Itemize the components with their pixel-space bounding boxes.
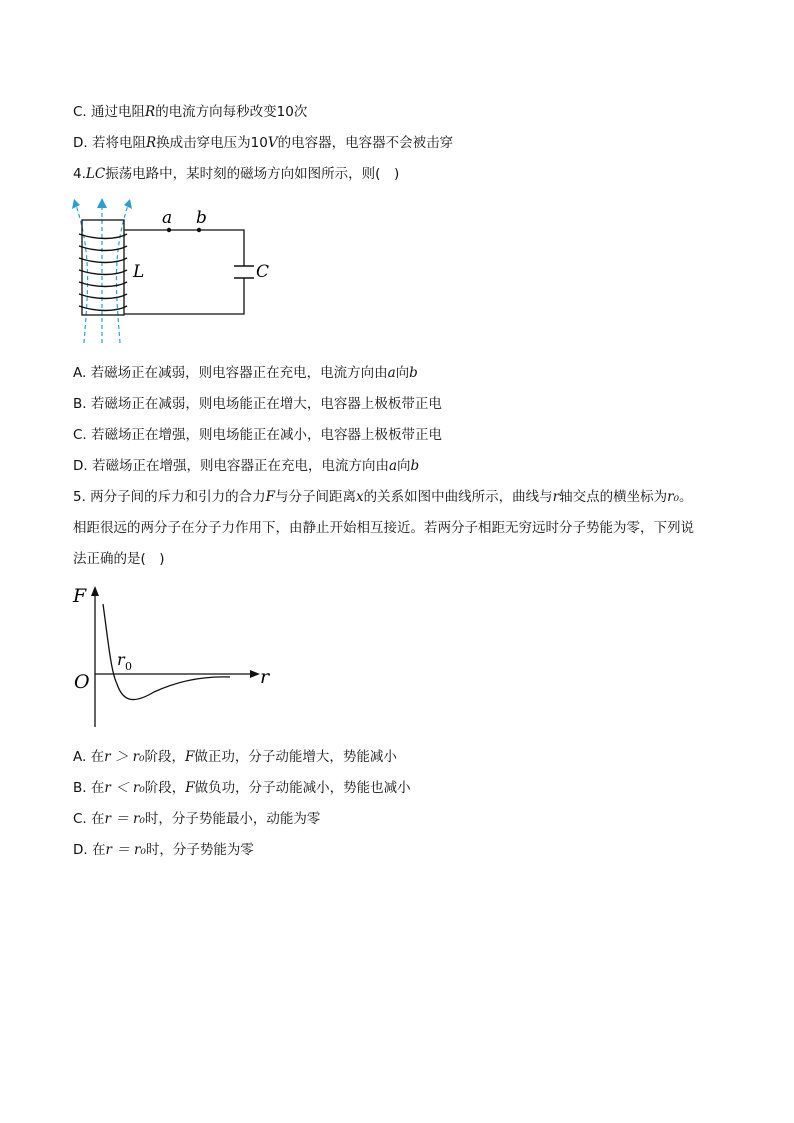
var-a: a (388, 458, 398, 474)
var-F: F (265, 489, 276, 505)
q4-option-d (73, 456, 419, 476)
q4-option-a-mid: 向 (395, 365, 410, 381)
q5-option-d-text-2: 时，分子势能为零 (145, 842, 254, 858)
axis-label-F: F (73, 585, 87, 607)
q5-option-c-condition: r ＝ r₀ (104, 811, 145, 827)
q3-option-d (73, 133, 453, 153)
origin-label-O: O (74, 671, 90, 693)
label-L: L (133, 262, 145, 282)
q5-text-1: 5. 两分子间的斥力和引力的合力 (73, 489, 266, 505)
y-axis-arrow-icon (91, 586, 99, 596)
q5-option-a-text: A. 在 (73, 749, 105, 765)
q4-option-d-mid: 向 (397, 458, 411, 474)
q3-option-d-text: D. 若将电阻 (73, 135, 146, 151)
label-b: b (196, 208, 207, 228)
point-a (167, 228, 171, 232)
label-a: a (162, 208, 173, 228)
q5-option-b-text: B. 在 (73, 780, 105, 796)
var-R: R (145, 104, 156, 120)
q4-option-b-text: B. 若磁场正在减弱，则电场能正在增大，电容器上极板带正电 (73, 396, 442, 412)
q5-option-c-text-2: 时，分子势能最小，动能为零 (144, 811, 321, 827)
q5-stem-line3 (73, 549, 165, 569)
q5-option-d-condition: r ＝ r₀ (105, 842, 146, 858)
point-b (197, 228, 201, 232)
q5-text-5: 。 (679, 489, 693, 505)
var-R: R (145, 135, 157, 151)
q4-number: 4. (73, 166, 86, 182)
inductor-coil (79, 234, 127, 311)
label-C: C (256, 262, 270, 282)
q5-stem-text-3: 法正确的是( ) (73, 551, 165, 567)
q5-option-b-text-2: 阶段， (144, 780, 186, 796)
lc-circuit-figure (66, 195, 286, 350)
q4-option-a (73, 363, 418, 383)
label-r0: r (117, 650, 125, 669)
q5-option-a-condition: r ＞ r₀ (104, 749, 145, 765)
capacitor-symbol (234, 266, 254, 278)
axis-label-r: r (260, 666, 270, 688)
var-V: V (267, 135, 278, 151)
q5-text-4: 轴交点的横坐标为 (559, 489, 668, 505)
q3-option-c (73, 102, 307, 122)
q5-option-b-condition: r ＜ r₀ (104, 780, 145, 796)
q4-option-c (73, 425, 442, 445)
q5-option-a (73, 747, 397, 767)
q5-option-a-text-2: 阶段， (144, 749, 185, 765)
var-r0: r₀ (667, 489, 680, 505)
q4-option-a-text: A. 若磁场正在减弱，则电容器正在充电，电流方向由 (73, 365, 388, 381)
q5-option-d-text: D. 在 (73, 842, 106, 858)
q4-stem-text: 振荡电路中，某时刻的磁场方向如图所示，则( ) (105, 166, 400, 182)
q5-stem-line2 (73, 518, 694, 538)
q3-option-c-text-2: 的电流方向每秒改变10次 (155, 104, 308, 120)
q5-stem-text-2: 相距很远的两分子在分子力作用下，由静止开始相互接近。若两分子相距无穷远时分子势能为零，下列说 (73, 520, 694, 536)
label-r0-subscript: 0 (125, 660, 132, 673)
var-b: b (409, 365, 418, 381)
var-r: r (552, 489, 560, 505)
inductor-frame (82, 220, 124, 315)
q5-stem-line1 (73, 487, 693, 507)
var-F: F (185, 749, 195, 765)
var-a: a (387, 365, 396, 381)
q4-option-c-text: C. 若磁场正在增强，则电场能正在减小，电容器上极板带正电 (73, 427, 443, 443)
q5-option-c-text: C. 在 (73, 811, 105, 827)
force-distance-graph (70, 580, 280, 735)
var-LC: LC (85, 166, 106, 182)
q5-option-b (73, 778, 411, 798)
q4-option-d-text: D. 若磁场正在增强，则电容器正在充电，电流方向由 (73, 458, 389, 474)
q3-option-d-text-3: 的电容器，电容器不会被击穿 (277, 135, 454, 151)
q5-option-d (73, 840, 254, 860)
var-F: F (185, 780, 195, 796)
q5-text-3: 的关系如图中曲线所示，曲线与 (363, 489, 553, 505)
q5-option-a-text-3: 做正功，分子动能增大，势能减小 (194, 749, 397, 765)
q5-text-2: 与分子间距离 (275, 489, 357, 505)
q5-option-c (73, 809, 320, 829)
q5-option-b-text-3: 做负功，分子动能减小，势能也减小 (194, 780, 411, 796)
q4-option-b (73, 394, 442, 414)
q3-option-c-text: C. 通过电阻 (73, 104, 146, 120)
q3-option-d-text-2: 换成击穿电压为10 (156, 135, 268, 151)
var-b: b (410, 458, 420, 474)
field-arrow-icons (72, 198, 132, 209)
q4-stem (73, 164, 399, 184)
x-axis-arrow-icon (250, 670, 260, 678)
var-x: x (356, 489, 364, 505)
